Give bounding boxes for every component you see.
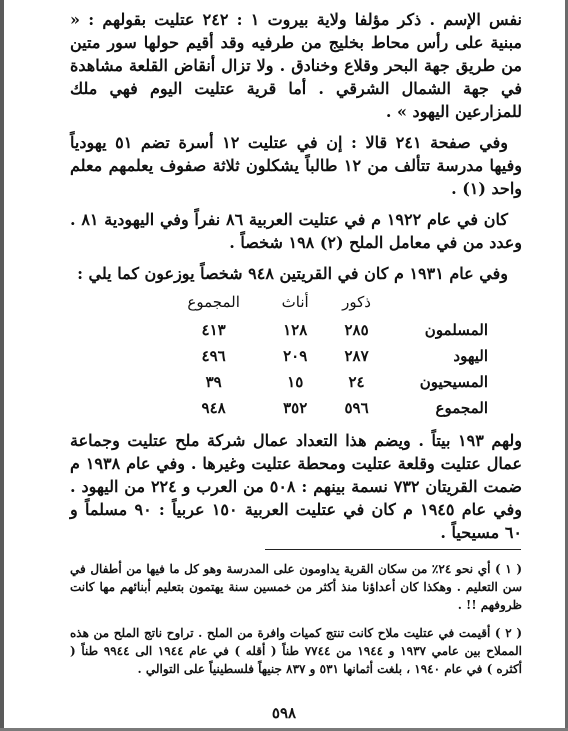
- paragraph-page-241: وفي صفحة ٢٤١ قالا : إن في عتليت ١٢ أسرة تضم ٥١ يهودياً وفيها مدرسة تتألف من ١٢ طالباً يشكلون ثلاثة صفوف يعلمهم معلم واحد (١) .: [70, 133, 522, 198]
- footnote-2: ( ٢ ) أقيمت في عتليت ملاح كانت تنتج كميات وافرة من الملح . تراوح ناتج الملح من هذه المملاح بين عامي ١٩٣٧ و ١٩٤٤ من ٧٧٤٤ طناً ( أقله ) في عام ١٩٤٤ الى ٩٩٤٤ طناً ( أكثره ) في عام ١٩٤٠ ، بلغت أثمانها ٥٣١ و ٨٣٧ جنيهاً فلسطينياً على التوالي .: [70, 626, 522, 676]
- paragraph-intro: نفس الإسم . ذكر مؤلفا ولاية بيروت ١ : ٢٤٢ عتليت بقولهم : « مبنية على رأس محاط بخليج من طرفيه وقد أقيم حولها سور متين من طريق جهة البحر وقلاع وخنادق . ولا تزال أنقاض القلعة مشاهدة في جهة الشمال الشرقي . أما قرية عتليت اليوم فهي ملك للمزارعين اليهود » .: [70, 10, 523, 121]
- table-cell: ١٥: [287, 373, 304, 391]
- table-cell: ٢٠٩: [283, 347, 308, 365]
- table-cell: ٢٨٧: [344, 347, 369, 365]
- window-frame-left: [0, 0, 4, 731]
- table-cell: المجموع: [435, 399, 488, 417]
- table-cell: ٤٩٦: [201, 347, 226, 365]
- table-cell: اليهود: [453, 347, 488, 365]
- page-number: ٥٩٨: [271, 704, 297, 722]
- table-cell: المسيحيون: [419, 373, 488, 391]
- table-header-label: [388, 291, 492, 317]
- table-cell: ٤١٣: [201, 321, 226, 339]
- page-body: [70, 8, 522, 544]
- table-cell: ٢٤: [348, 373, 365, 391]
- population-table: [162, 291, 492, 421]
- table-cell: ٣٥٢: [283, 399, 308, 417]
- paragraph-1938-1945: ولهم ١٩٣ بيتاً . ويضم هذا التعداد عمال شركة ملح عتليت وجماعة عمال عتليت وقلعة عتليت ومحطة عتليت وغيرها . وفي عام ١٩٣٨ م ضمت القريتان ٧٣٢ نسمة بينهم : ٥٠٨ من العرب و ٢٢٤ من اليهود . وفي عام ١٩٤٥ م كان في عتليت العربية ١٥٠ عربياً : ٩٠ مسلماً و ٦٠ مسيحياً .: [70, 431, 523, 542]
- table-cell: ٣٩: [205, 373, 222, 391]
- table-cell: المسلمون: [424, 321, 488, 339]
- table-row: [162, 369, 492, 395]
- table-header-males: ذكور: [342, 293, 371, 311]
- table-header-females: أناث: [281, 293, 309, 311]
- table-cell: ٢٨٥: [344, 321, 369, 339]
- table-header-row: [162, 291, 492, 317]
- table-cell: ١٢٨: [283, 321, 308, 339]
- table-row: [162, 395, 492, 421]
- table-row: [162, 343, 492, 369]
- table-cell: ٥٩٦: [344, 399, 369, 417]
- footnote-1: ( ١ ) أي نحو ٢٤٪ من سكان القرية يداومون على المدرسة وهو كل ما فيها من أطفال في سن التعليم . وهكذا كان أعداؤنا منذ أكثر من خمسين سنة يهتمون بتعليم أبنائهم مها كانت ظروفهم !! .: [70, 562, 522, 612]
- footnotes: [70, 560, 522, 678]
- table-cell: ٩٤٨: [201, 399, 226, 417]
- table-row: [162, 317, 492, 343]
- table-header-total: المجموع: [187, 293, 240, 311]
- paragraph-1922: كان في عام ١٩٢٢ م في عتليت العربية ٨٦ نفراً وفي اليهودية ٨١ . وعدد من في معامل الملح (٢) ١٩٨ شخصاً .: [70, 210, 522, 252]
- footnote-divider: [265, 549, 521, 550]
- paragraph-1931: وفي عام ١٩٣١ م كان في القريتين ٩٤٨ شخصاً يوزعون كما يلي :: [77, 264, 508, 283]
